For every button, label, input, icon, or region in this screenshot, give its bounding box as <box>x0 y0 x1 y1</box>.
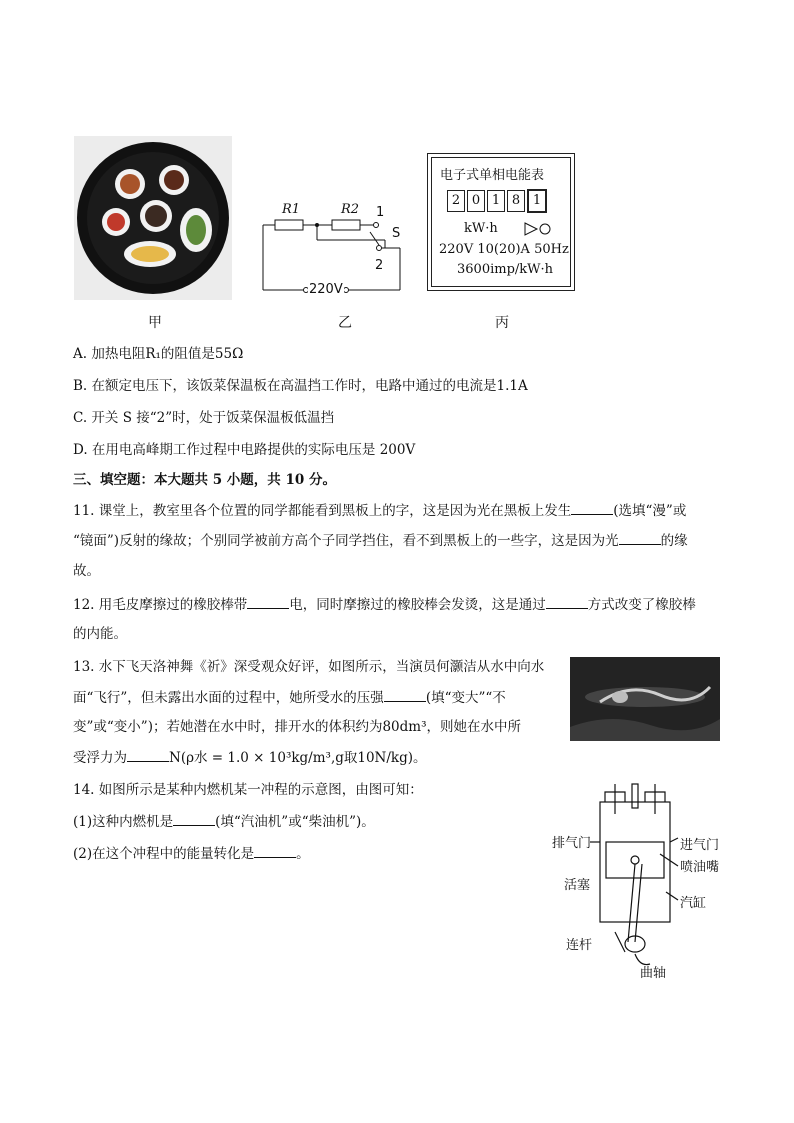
q12-line1: 12. 用毛皮摩擦过的橡胶棒带 电，同时摩擦过的橡胶棒会发烫，这是通过 方式改变了橡胶棒 <box>73 594 696 615</box>
q11-line2: “镜面”)反射的缘故；个别同学被前方高个子同学挡住，看不到黑板上的一些字，这是因为光 的缘 <box>73 530 688 551</box>
meter-digit: 2 <box>447 190 465 212</box>
engine-diagram <box>550 782 730 982</box>
meter-digit: 1 <box>487 190 505 212</box>
figure-bing-label: 丙 <box>495 315 509 331</box>
underwater-dance-photo <box>570 657 720 741</box>
injector-label: 喷油嘴 <box>680 860 720 875</box>
q13-line2: 面“飞行”，但未露出水面的过程中，她所受水的压强 (填“变大”“不 <box>73 687 506 708</box>
exhaust-valve-label: 排气门 <box>552 836 592 851</box>
q13-line4: 受浮力为 N(ρ水 = 1.0 × 10³kg/m³,g取10N/kg)。 <box>73 747 427 768</box>
piston-label: 活塞 <box>564 878 591 893</box>
warming-plate-photo <box>74 136 232 300</box>
q13-line3: 变”或“变小”)；若她潜在水中时，排开水的体积约为80dm³，则她在水中所 <box>73 719 522 735</box>
option-c: C. 开关 S 接“2”时，处于饭菜保温板低温挡 <box>73 410 335 426</box>
switch-pos1-label: 1 <box>376 205 385 220</box>
figure-jia-label: 甲 <box>148 315 162 331</box>
meter-digit: 0 <box>467 190 485 212</box>
section-title: 三、填空题：本大题共 5 小题，共 10 分。 <box>73 472 336 488</box>
r2-label: R2 <box>341 202 360 217</box>
q14-line1: 14. 如图所示是某种内燃机某一冲程的示意图，由图可知： <box>73 782 423 798</box>
electricity-meter <box>427 153 575 291</box>
q12-line2: 的内能。 <box>73 626 127 642</box>
option-b: B. 在额定电压下，该饭菜保温板在高温挡工作时，电路中通过的电流是1.1A <box>73 378 528 394</box>
q11-line3: 故。 <box>73 563 100 579</box>
meter-digit: 1 <box>527 189 547 213</box>
meter-imp: 3600imp/kW·h <box>457 262 554 277</box>
option-d: D. 在用电高峰期工作过程中电路提供的实际电压是 200V <box>73 442 416 458</box>
figure-yi-label: 乙 <box>338 315 352 331</box>
cylinder-label: 汽缸 <box>680 896 707 911</box>
meter-rating: 220V 10(20)A 50Hz <box>439 242 569 257</box>
meter-digit: 8 <box>507 190 525 212</box>
q13-line1: 13. 水下飞天洛神舞《祈》深受观众好评，如图所示，当演员何灏洁从水中向水 <box>73 659 545 675</box>
q14-line2: (1)这种内燃机是 (填“汽油机”或“柴油机”)。 <box>73 811 375 832</box>
switch-pos2-label: 2 <box>375 258 384 273</box>
crankshaft-label: 曲轴 <box>640 966 667 981</box>
meter-title: 电子式单相电能表 <box>440 168 545 183</box>
q14-line3: (2)在这个冲程中的能量转化是 。 <box>73 843 310 864</box>
meter-digits <box>447 189 549 213</box>
pulse-indicator-icon <box>524 221 554 240</box>
intake-valve-label: 进气门 <box>680 838 720 853</box>
circuit-diagram <box>255 200 415 305</box>
switch-label: S <box>392 226 401 241</box>
voltage-label: 220V <box>309 282 343 297</box>
connecting-rod-label: 连杆 <box>566 938 593 953</box>
q11-line1: 11. 课堂上，教室里各个位置的同学都能看到黑板上的字，这是因为光在黑板上发生 (选填“漫”或 <box>73 500 686 521</box>
r1-label: R1 <box>282 202 301 217</box>
meter-unit: kW·h <box>464 221 498 236</box>
option-a: A. 加热电阻R₁的阻值是55Ω <box>73 346 244 362</box>
